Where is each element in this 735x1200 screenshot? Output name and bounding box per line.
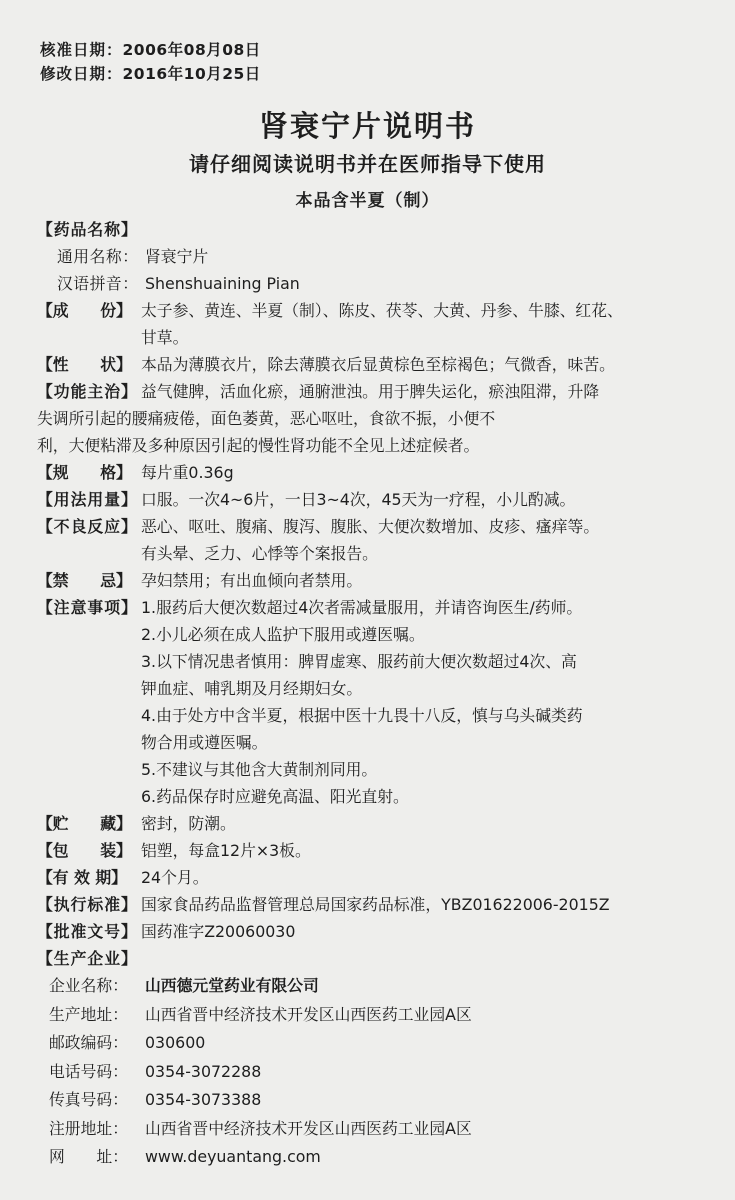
specification-text: 每片重0.36g: [141, 463, 234, 482]
pinyin-line: [37, 270, 697, 297]
dates-block: [40, 38, 261, 86]
dosage-text: 口服。一次4~6片，一日3~4次，45天为一疗程，小儿酌减。: [141, 490, 576, 509]
revision-date-label: 修改日期：: [40, 65, 123, 83]
postcode-line: [49, 1029, 697, 1058]
package-text: 铝塑，每盒12片×3板。: [141, 841, 311, 860]
registered-address-line: [49, 1115, 697, 1144]
section-package: [37, 837, 697, 864]
approval-date-line: [40, 38, 261, 62]
storage-heading: 【贮 藏】: [37, 814, 132, 833]
indications-content: [141, 378, 697, 405]
precautions-heading: 【注意事项】: [37, 598, 138, 617]
leaflet-body: [37, 216, 697, 1172]
document-subtitle: 请仔细阅读说明书并在医师指导下使用: [189, 152, 546, 176]
storage-text: 密封，防潮。: [141, 814, 236, 833]
package-heading: 【包 装】: [37, 841, 132, 860]
drug-name-heading: 【药品名称】: [37, 220, 138, 239]
section-precautions: [37, 594, 697, 810]
section-drug-name: [37, 216, 697, 243]
pinyin-label: 汉语拼音：: [57, 274, 139, 293]
section-manufacturer: [37, 945, 697, 972]
approval-number-text: 国药准字Z20060030: [141, 922, 296, 941]
ingredients-content: [141, 297, 697, 351]
company-line: [49, 972, 697, 1001]
appearance-text: 本品为薄膜衣片，除去薄膜衣后显黄棕色至棕褐色；气微香，味苦。: [141, 355, 615, 374]
ingredients-line-1: 太子参、黄连、半夏（制）、陈皮、茯苓、大黄、丹参、牛膝、红花、: [141, 301, 623, 320]
ingredients-line-2: 甘草。: [141, 328, 189, 347]
revision-date-line: [40, 62, 261, 86]
adverse-line-2: 有头晕、乏力、心悸等个案报告。: [141, 544, 378, 563]
generic-name-label: 通用名称：: [57, 247, 139, 266]
indications-line-3: 利，大便粘滞及多种原因引起的慢性肾功能不全见上述症候者。: [37, 436, 480, 455]
section-specification: [37, 459, 697, 486]
phone-label: 电话号码：: [49, 1061, 128, 1081]
postcode-label: 邮政编码：: [49, 1033, 128, 1052]
contraindications-heading: 【禁 忌】: [37, 571, 132, 590]
section-ingredients: [37, 297, 697, 351]
precaution-6: 6.药品保存时应避免高温、阳光直射。: [141, 787, 409, 806]
precaution-1: 1.服药后大便次数超过4次者需减量服用，并请咨询医生/药师。: [141, 598, 583, 617]
adverse-content: [141, 513, 697, 567]
validity-heading: 【有 效 期】: [37, 868, 127, 887]
registered-address-label: 注册地址：: [49, 1118, 128, 1138]
section-appearance: [37, 351, 697, 378]
pinyin-value: Shenshuaining Pian: [145, 274, 300, 293]
indications-line-1: 益气健脾，活血化瘀，通腑泄浊。用于脾失运化，瘀浊阻滞，升降: [141, 382, 600, 401]
section-indications: [37, 378, 697, 405]
adverse-line-1: 恶心、呕吐、腹痛、腹泻、腹胀、大便次数增加、皮疹、瘙痒等。: [141, 517, 600, 536]
precautions-content: [141, 594, 697, 810]
postcode-value: 030600: [145, 1033, 206, 1052]
contains-notice: 本品含半夏（制）: [295, 191, 440, 211]
website-label: 网 址：: [49, 1147, 128, 1166]
section-standard: [37, 891, 697, 918]
fax-value: 0354-3073388: [145, 1090, 262, 1109]
website-line: [49, 1143, 697, 1172]
section-approval-number: [37, 918, 697, 945]
precaution-3b: 钾血症、哺乳期及月经期妇女。: [141, 679, 363, 698]
website-value: www.deyuantang.com: [145, 1147, 321, 1166]
indications-heading: 【功能主治】: [37, 382, 138, 401]
contraindications-text: 孕妇禁用；有出血倾向者禁用。: [141, 571, 363, 590]
generic-name-line: [37, 243, 697, 270]
standard-heading: 【执行标准】: [37, 895, 138, 914]
approval-date-label: 核准日期：: [40, 41, 123, 59]
approval-number-heading: 【批准文号】: [37, 922, 138, 941]
revision-date-value: 2016年10月25日: [122, 65, 261, 83]
adverse-heading: 【不良反应】: [37, 517, 138, 536]
production-address-label: 生产地址：: [49, 1004, 128, 1024]
indications-line-2: 失调所引起的腰痛疲倦，面色萎黄，恶心呕吐，食欲不振，小便不: [37, 409, 496, 428]
appearance-heading: 【性 状】: [37, 355, 132, 374]
section-contraindications: [37, 567, 697, 594]
validity-text: 24个月。: [141, 868, 209, 887]
document-title: 肾衰宁片说明书: [258, 109, 476, 143]
precaution-4a: 4.由于处方中含半夏，根据中医十九畏十八反，慎与乌头碱类药: [141, 706, 583, 725]
section-adverse: [37, 513, 697, 567]
phone-line: [49, 1058, 697, 1087]
standard-text: 国家食品药品监督管理总局国家药品标准，YBZ01622006-2015Z: [141, 895, 610, 914]
fax-line: [49, 1086, 697, 1115]
ingredients-heading: 【成 份】: [37, 301, 132, 320]
section-dosage: [37, 486, 697, 513]
generic-name-value: 肾衰宁片: [145, 247, 209, 266]
production-address-line: [49, 1001, 697, 1030]
company-label: 企业名称：: [49, 976, 128, 995]
manufacturer-heading: 【生产企业】: [37, 949, 138, 968]
precaution-5: 5.不建议与其他含大黄制剂同用。: [141, 760, 378, 779]
dosage-heading: 【用法用量】: [37, 490, 138, 509]
phone-value: 0354-3072288: [145, 1061, 262, 1081]
company-name: 山西德元堂药业有限公司: [145, 976, 319, 995]
manufacturer-details: [37, 972, 697, 1172]
registered-address: 山西省晋中经济技术开发区山西医药工业园A区: [145, 1118, 472, 1138]
production-address: 山西省晋中经济技术开发区山西医药工业园A区: [145, 1004, 472, 1024]
section-storage: [37, 810, 697, 837]
specification-heading: 【规 格】: [37, 463, 132, 482]
approval-date-value: 2006年08月08日: [122, 41, 261, 59]
fax-label: 传真号码：: [49, 1090, 128, 1109]
precaution-4b: 物合用或遵医嘱。: [141, 733, 268, 752]
precaution-3a: 3.以下情况患者慎用：脾胃虚寒、服药前大便次数超过4次、高: [141, 652, 577, 671]
precaution-2: 2.小儿必须在成人监护下服用或遵医嘱。: [141, 625, 425, 644]
section-validity: [37, 864, 697, 891]
